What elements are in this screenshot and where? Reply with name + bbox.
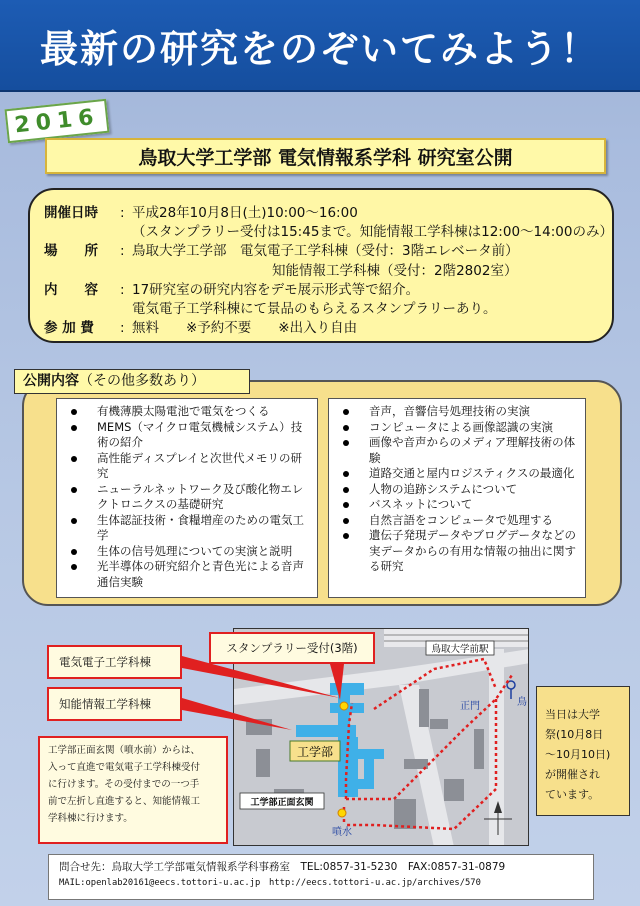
content-value: 17研究室の研究内容をデモ展示形式等で紹介。 bbox=[132, 281, 420, 298]
festival-line: が開催され bbox=[545, 768, 600, 781]
contact-line: 問合せ先：鳥取大学工学部電気情報系学科事務室 TEL:0857-31-5230 FAX:0857-31-0879 bbox=[59, 861, 506, 873]
date-row: 開催日時 : 平成28年10月8日(土)10:00〜16:00 bbox=[44, 204, 594, 223]
pointer-stamp bbox=[330, 664, 344, 700]
directions-line: 前で左折し直進すると、知能情報工 bbox=[48, 796, 201, 807]
festival-line: 〜10月10日) bbox=[545, 748, 611, 761]
faculty-label: 工学部 bbox=[296, 745, 334, 759]
side-mark-label: 鳥 bbox=[517, 697, 527, 708]
fee-row: 参 加 費 : 無料 ※予約不要 ※出入り自由 bbox=[44, 319, 594, 338]
directions-note bbox=[38, 736, 228, 844]
content-row: 内 容 : 17研究室の研究内容をデモ展示形式等で紹介。 bbox=[44, 281, 594, 300]
festival-note bbox=[536, 686, 630, 816]
station-label: 鳥取大学前駅 bbox=[431, 644, 489, 655]
callout-ee-building: 電気電子工学科棟 bbox=[47, 645, 182, 679]
contact-footer bbox=[48, 854, 594, 900]
list-item: ニューラルネットワーク及び酸化物エレクトロニクスの基礎研究 bbox=[63, 482, 311, 513]
festival-line: 祭(10月8日 bbox=[545, 728, 604, 741]
list-item: コンピュータによる画像認識の実演 bbox=[335, 420, 579, 436]
festival-line: ています。 bbox=[545, 788, 600, 801]
page-title: 最新の研究をのぞいてみよう！ bbox=[39, 25, 600, 71]
fee-value: 無料 ※予約不要 ※出入り自由 bbox=[132, 320, 358, 337]
list-item: バスネットについて bbox=[335, 497, 579, 513]
mail-line[interactable]: MAIL:openlab20161@eecs.tottori-u.ac.jp http://eecs.tottori-u.ac.jp/archives/570 bbox=[59, 878, 481, 888]
festival-line: 当日は大学 bbox=[545, 708, 600, 721]
list-item: 生体の信号処理についての実演と説明 bbox=[63, 544, 311, 560]
content-label: 内 容 bbox=[44, 281, 98, 298]
directions-line: に行けます。その受付までの一つ手 bbox=[48, 779, 200, 790]
content-value-2: 電気電子工学科棟にて景品のもらえるスタンプラリーあり。 bbox=[132, 301, 497, 318]
callout-ie-building: 知能情報工学科棟 bbox=[47, 687, 182, 721]
contents-subtitle: （その他多数あり） bbox=[79, 373, 205, 389]
list-item: 生体認証技術・食糧増産のための電気工学 bbox=[63, 513, 311, 544]
fountain-label: 噴水 bbox=[332, 827, 352, 838]
list-item: 自然言語をコンピュータで処理する bbox=[335, 513, 579, 529]
list-item: MEMS（マイクロ電気機械システム）技術の紹介 bbox=[63, 420, 311, 451]
main-gate-label: 正門 bbox=[460, 701, 480, 712]
list-item: 光半導体の研究紹介と青色光による音声通信実験 bbox=[63, 559, 311, 590]
date-value: 平成28年10月8日(土)10:00〜16:00 bbox=[132, 205, 358, 221]
list-item: 有機薄膜太陽電池で電気をつくる bbox=[63, 404, 311, 420]
place-value: 鳥取大学工学部 電気電子工学科棟（受付：3階エレベータ前） bbox=[132, 243, 519, 260]
pointer-ee bbox=[182, 656, 340, 698]
directions-line: 入って直進で電気電子工学科棟受付 bbox=[48, 762, 201, 773]
date-label: 開催日時 bbox=[44, 205, 98, 221]
list-item: 人物の追跡システムについて bbox=[335, 482, 579, 498]
fee-label: 参 加 費 bbox=[44, 320, 94, 337]
list-item: 音声，音響信号処理技術の実演 bbox=[335, 404, 579, 420]
place-label: 場 所 bbox=[44, 243, 98, 260]
place-value-2: 知能情報工学科棟（受付：2階2802室） bbox=[272, 262, 518, 279]
entrance-label: 工学部正面玄関 bbox=[250, 798, 314, 808]
contents-title: 公開内容 bbox=[23, 373, 79, 389]
year-badge: 2016 bbox=[5, 99, 110, 143]
pointer-ie bbox=[182, 698, 292, 730]
place-row: 場 所 : 鳥取大学工学部 電気電子工学科棟（受付：3階エレベータ前） bbox=[44, 242, 594, 261]
directions-line: 学科棟に行けます。 bbox=[48, 813, 133, 824]
list-item: 高性能ディスプレイと次世代メモリの研究 bbox=[63, 451, 311, 482]
list-item: 道路交通と屋内ロジスティクスの最適化 bbox=[335, 466, 579, 482]
date-note: （スタンプラリー受付は15:45まで。知能情報工学科棟は12:00〜14:00のみ） bbox=[132, 224, 613, 241]
list-item: 遺伝子発現データやブログデータなどの実データからの有用な情報の抽出に関する研究 bbox=[335, 528, 579, 575]
list-item: 画像や音声からのメディア理解技術の体験 bbox=[335, 435, 579, 466]
directions-line: 工学部正面玄関（噴水前）からは、 bbox=[48, 745, 201, 756]
event-title: 鳥取大学工学部 電気情報系学科 研究室公開 bbox=[45, 138, 606, 174]
callout-stamp-rally: スタンプラリー受付(3階) bbox=[209, 632, 375, 664]
